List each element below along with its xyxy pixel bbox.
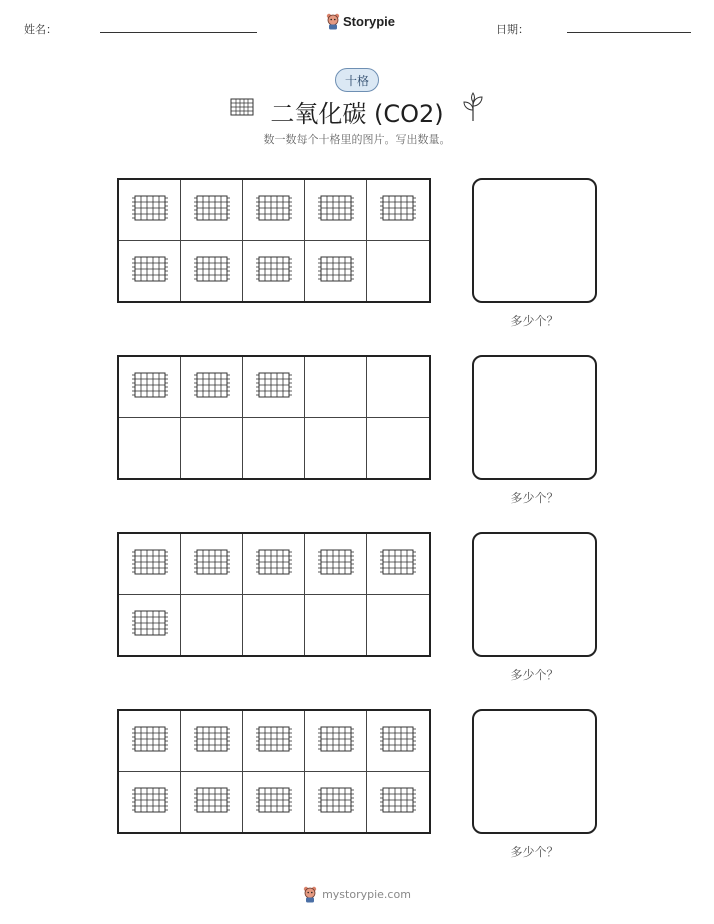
grid-mesh-icon (316, 547, 356, 581)
ten-frame-cell (181, 241, 243, 302)
grid-mesh-icon (254, 193, 294, 227)
ten-frame (117, 532, 431, 657)
answer-prompt: 多少个？ (510, 845, 559, 859)
ten-frame-cell (367, 595, 429, 656)
grid-mesh-icon (192, 193, 232, 227)
bear-mascot-icon (326, 13, 340, 30)
ten-frame-cell (305, 772, 367, 833)
grid-mesh-icon (378, 785, 418, 819)
ten-frame-cell (305, 534, 367, 595)
answer-box[interactable] (472, 355, 597, 480)
ten-frame (117, 355, 431, 480)
ten-frame-cell (243, 772, 305, 833)
answer-prompt: 多少个？ (510, 491, 559, 505)
answer-prompt: 多少个？ (510, 314, 559, 328)
ten-frame-cell (119, 534, 181, 595)
ten-frame-cell (305, 357, 367, 418)
grid-mesh-icon (130, 547, 170, 581)
ten-frame-cell (305, 418, 367, 479)
grid-mesh-icon (316, 785, 356, 819)
ten-frame-cell (367, 180, 429, 241)
ten-frame-cell (243, 357, 305, 418)
footer (0, 886, 714, 903)
grid-mesh-icon (316, 193, 356, 227)
ten-frame-cell (367, 241, 429, 302)
ten-frame-cell (243, 180, 305, 241)
date-line[interactable] (567, 32, 691, 33)
ten-frame-cell (305, 711, 367, 772)
ten-frame-badge: 十格 (335, 68, 379, 92)
answer-box[interactable] (472, 709, 597, 834)
ten-frame-cell (119, 772, 181, 833)
ten-frame-cell (305, 180, 367, 241)
answer-prompt: 多少个？ (510, 668, 559, 682)
grid-mesh-icon (192, 724, 232, 758)
grid-mesh-icon (254, 785, 294, 819)
grid-mesh-icon (130, 608, 170, 642)
page-title: 二氧化碳 (CO2) (270, 100, 444, 128)
grid-mesh-icon (378, 547, 418, 581)
grid-mesh-icon (130, 785, 170, 819)
grid-mesh-icon (192, 254, 232, 288)
grid-mesh-icon (192, 785, 232, 819)
ten-frame-cell (181, 418, 243, 479)
grid-mesh-icon (130, 724, 170, 758)
grid-mesh-icon (254, 724, 294, 758)
ten-frame-cell (181, 711, 243, 772)
answer-box[interactable] (472, 532, 597, 657)
grid-mesh-icon (254, 254, 294, 288)
ten-frame-cell (119, 241, 181, 302)
ten-frame-cell (305, 595, 367, 656)
ten-frame-cell (243, 595, 305, 656)
ten-frame-cell (181, 357, 243, 418)
grid-mesh-icon (130, 254, 170, 288)
grid-mesh-icon (254, 370, 294, 404)
grid-mesh-icon (378, 724, 418, 758)
ten-frame-cell (367, 418, 429, 479)
grid-mesh-icon (378, 193, 418, 227)
ten-frame (117, 178, 431, 303)
ten-frame-cell (119, 357, 181, 418)
grid-mesh-icon (316, 724, 356, 758)
bear-mascot-icon (303, 886, 317, 903)
brand-name: Storypie (343, 14, 396, 29)
ten-frame-cell (119, 180, 181, 241)
answer-box[interactable] (472, 178, 597, 303)
brand-logo (326, 13, 395, 30)
ten-frame-cell (181, 772, 243, 833)
ten-frame-cell (119, 711, 181, 772)
ten-frame-cell (181, 595, 243, 656)
ten-frame-cell (367, 772, 429, 833)
ten-frame-cell (181, 534, 243, 595)
sprout-icon (461, 92, 485, 122)
ten-frame-cell (367, 711, 429, 772)
grid-mesh-icon (254, 547, 294, 581)
ten-frame-cell (243, 711, 305, 772)
grid-mesh-icon (130, 370, 170, 404)
ten-frame-cell (181, 180, 243, 241)
grid-mesh-icon (192, 370, 232, 404)
grid-mesh-icon (316, 254, 356, 288)
grid-mesh-icon (130, 193, 170, 227)
name-label: 姓名： (24, 23, 57, 36)
ten-frame-cell (367, 357, 429, 418)
ten-frame-cell (243, 241, 305, 302)
ten-frame-cell (243, 418, 305, 479)
date-label: 日期： (496, 23, 529, 36)
instructions: 数一数每个十格里的图片。写出数量。 (263, 133, 451, 146)
grid-mesh-icon (192, 547, 232, 581)
ten-frame-cell (119, 595, 181, 656)
ten-frame (117, 709, 431, 834)
ten-frame-cell (367, 534, 429, 595)
ten-frame-cell (305, 241, 367, 302)
ten-frame-cell (243, 534, 305, 595)
ten-frame-cell (119, 418, 181, 479)
name-line[interactable] (100, 32, 257, 33)
footer-url: mystorypie.com (322, 888, 411, 901)
